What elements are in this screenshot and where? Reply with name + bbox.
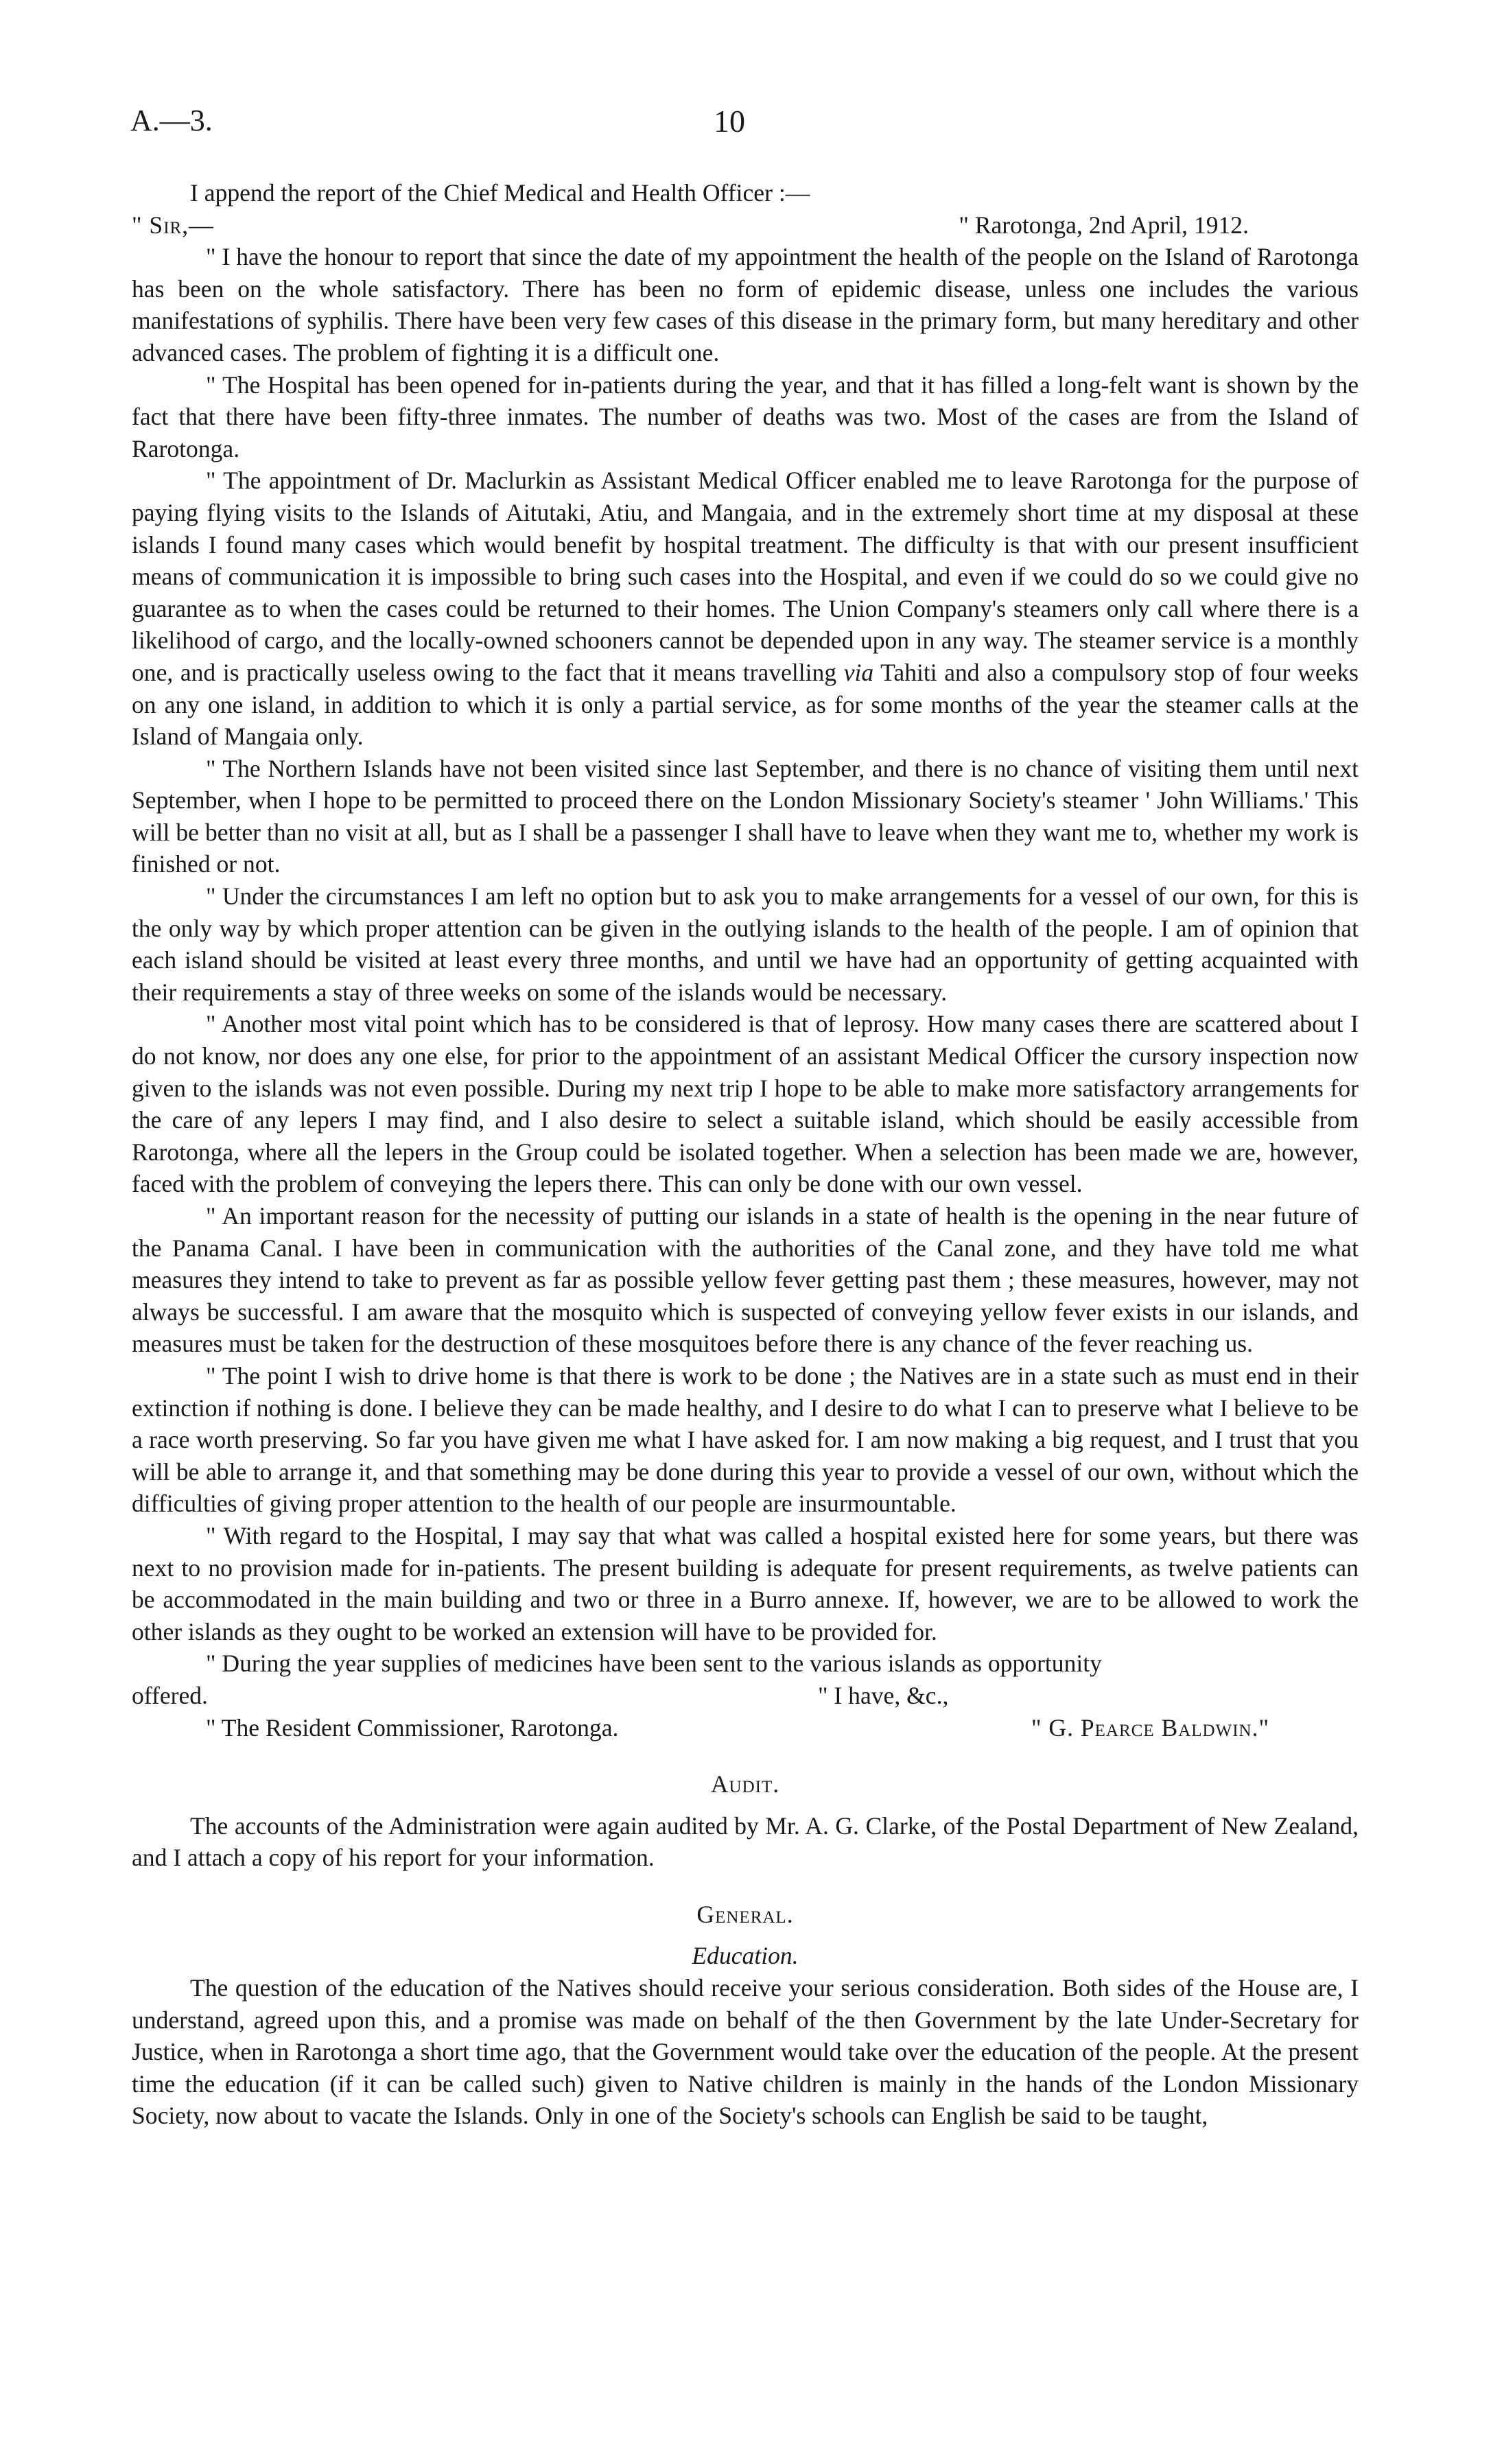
letter-paragraph: " Another most vital point which has to be considered is that of leprosy. How many cases there are scattered about I do not know, nor does any one else, for prior to the appointment of an assistant Medical Officer the cursory inspection now given to the islands was not even possible. During my next trip I hope to be able to make more satisfactory arrangements for the care of any lepers I may find, and I also desire to select a suitable island, which should be easily accessible from Rarotonga, where all the lepers in the Group could be isolated together. When a selection has been made we are, however, faced with the problem of conveying the lepers there. This can only be done with our own vessel. [132, 1010, 1359, 1198]
audit-heading: Audit. [710, 1770, 780, 1798]
letter-paragraph: " The Northern Islands have not been visited since last September, and there is no chance of visiting them until next September, when I hope to be permitted to proceed there on the London Missionary Society's steamer ' John Williams.' This will be better than no visit at all, but as I shall be a passenger I shall have to leave when they want me to, whether my work is finished or not. [132, 754, 1359, 878]
letter-salutation: " Sir,— [132, 211, 214, 239]
letter-signature-row [132, 1712, 1359, 1744]
letter-place-date: " Rarotonga, 2nd April, 1912. [959, 211, 1249, 239]
page-body [132, 177, 1359, 2132]
letter-last-line: offered. [132, 1681, 208, 1709]
paragraph-text: " The appointment of Dr. Maclurkin as Assistant Medical Officer enabled me to leave Rarotonga for the purpose of paying flying visits to the Islands of Aitutaki, Atiu, and Mangaia, and in the extremely short time at my disposal at these islands I found many cases which would benefit by hospital treatment. The difficulty is that with our present insufficient means of communication it is impossible to bring such cases into the Hospital, and even if we could do so we could give no guarantee as to when the cases could be returned to their homes. The Union Company's steamers only call where there is a likelihood of cargo, and the locally-owned schooners cannot be depended upon in any way. The steamer service is a monthly one, and is practically useless owing to the fact that it means travelling [132, 467, 1359, 686]
audit-paragraph: The accounts of the Administration were again audited by Mr. A. G. Clarke, of the Postal Department of New Zealand, and I attach a copy of his report for your information. [132, 1811, 1359, 1872]
letter-header-row [132, 209, 1359, 242]
education-subheading: Education. [692, 1942, 799, 1970]
letter-addressee: " The Resident Commissioner, Rarotonga. [206, 1713, 619, 1741]
letter-paragraph: " I have the honour to report that since the date of my appointment the health of the people on the Island of Rarotonga has been on the whole satisfactory. There has been no form of epidemic disease, unless one includes the various manifestations of syphilis. There have been very few cases of this disease in the primary form, but many hereditary and other advanced cases. The problem of fighting it is a difficult one. [132, 243, 1359, 366]
letter-closing-row [132, 1680, 1359, 1712]
page-header [130, 103, 1359, 151]
letter-closing: " I have, &c., [818, 1681, 949, 1709]
letter-paragraph: " The point I wish to drive home is that there is work to be done ; the Natives are in a state such as must end in their extinction if nothing is done. I believe they can be made healthy, and I desire to do what I can to preserve what I believe to be a race worth preserving. So far you have given me what I have asked for. I am now making a big request, and I trust that you will be able to arrange it, and that something may be done during this year to provide a vessel of our own, without which the difficulties of giving proper attention to the health of our people are insurmountable. [132, 1361, 1359, 1518]
letter-paragraph: " An important reason for the necessity of putting our islands in a state of health is the opening in the near future of the Panama Canal. I have been in communication with the authorities of the Canal zone, and they have told me what measures they intend to take to prevent as far as possible yellow fever getting past them ; these measures, however, may not always be successful. I am aware that the mosquito which is suspected of conveying yellow fever exists in our islands, and measures must be taken for the destruction of these mosquitoes before there is any chance of the fever reaching us. [132, 1202, 1359, 1358]
document-reference: A.—3. [130, 104, 213, 137]
intro-paragraph: I append the report of the Chief Medical and Health Officer :— [190, 179, 810, 207]
letter-signature: " G. Pearce Baldwin." [1031, 1713, 1269, 1741]
letter-paragraph: " With regard to the Hospital, I may say that what was called a hospital existed here for some years, but there was next to no provision made for in-patients. The present building is adequate for present requirements, as twelve patients can be accommodated in the main building and two or three in a Burro annexe. If, however, we are to be allowed to work the other islands as they ought to be worked an extension will have to be provided for. [132, 1521, 1359, 1645]
general-heading: General. [696, 1900, 794, 1928]
letter-paragraph: " The Hospital has been opened for in-patients during the year, and that it has filled a long-felt want is shown by the fact that there have been fifty-three inmates. The number of deaths was two. Most of the cases are from the Island of Rarotonga. [132, 371, 1359, 462]
page-number: 10 [714, 104, 745, 139]
letter-paragraph: " Under the circumstances I am left no option but to ask you to make arrangements for a vessel of our own, for this is the only way by which proper attention can be given in the outlying islands to the health of the people. I am of opinion that each island should be visited at least every three months, and until we have had an opportunity of getting acquainted with their requirements a stay of three weeks on some of the islands would be necessary. [132, 882, 1359, 1006]
italic-word: via [843, 658, 874, 686]
letter-paragraph: " During the year supplies of medicines have been sent to the various islands as opportunity [206, 1650, 1102, 1678]
paragraph-text: Tahiti and also a compulsory stop of four weeks on any one island, in addition to which it is only a partial service, as for some months of the year the steamer calls at the Island of Mangaia only. [132, 658, 1359, 751]
letter-paragraph [132, 465, 1359, 752]
education-paragraph: The question of the education of the Natives should receive your serious consideration. Both sides of the House are, I understand, agreed upon this, and a promise was made on behalf of the then Government by the late Under-Secretary for Justice, when in Rarotonga a short time ago, that the Government would take over the education of the people. At the present time the education (if it can be called such) given to Native children is mainly in the hands of the London Missionary Society, now about to vacate the Islands. Only in one of the Society's schools can English be said to be taught, [132, 1974, 1359, 2130]
